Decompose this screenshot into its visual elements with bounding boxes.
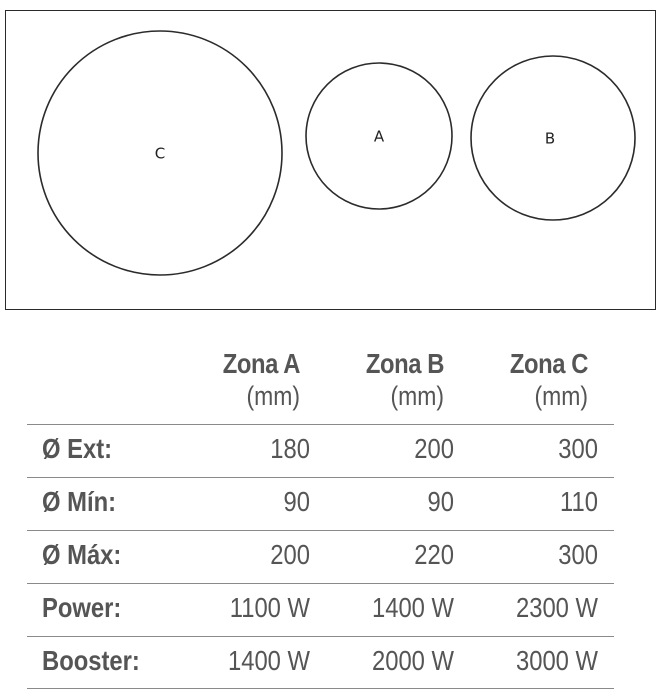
table-cell: 300	[558, 433, 598, 464]
table-cell: 110	[560, 486, 598, 517]
column-unit: (mm)	[534, 381, 588, 411]
table-cell: 3000 W	[515, 645, 598, 676]
table-cell: 180	[270, 433, 310, 464]
cooktop-zones-svg	[6, 11, 657, 311]
table-cell: 300	[558, 539, 598, 570]
table-cell: 2300 W	[515, 592, 598, 623]
hob-diagram	[5, 10, 656, 310]
table-row-ext	[27, 424, 614, 477]
specs-table	[27, 346, 614, 689]
table-row-max	[27, 530, 614, 583]
zone-b-label: B	[544, 129, 556, 148]
zone-a-label: A	[373, 127, 385, 146]
table-cell: 2000 W	[371, 645, 454, 676]
row-label: Ø Máx:	[42, 539, 122, 570]
table-row-power	[27, 583, 614, 636]
table-row-booster	[27, 636, 614, 689]
row-label: Power:	[42, 592, 122, 623]
table-cell: 220	[414, 539, 454, 570]
table-cell: 90	[427, 486, 454, 517]
table-cell: 200	[270, 539, 310, 570]
table-cell: 90	[283, 486, 310, 517]
table-cell: 200	[414, 433, 454, 464]
column-unit: (mm)	[246, 381, 300, 411]
table-row-min	[27, 477, 614, 530]
row-label: Ø Mín:	[42, 486, 117, 517]
table-cell: 1400 W	[371, 592, 454, 623]
column-header-zona-b	[314, 346, 444, 410]
column-name: Zona C	[509, 348, 588, 379]
column-name: Zona B	[365, 348, 444, 379]
column-unit: (mm)	[390, 381, 444, 411]
row-label: Booster:	[42, 645, 140, 676]
column-header-zona-c	[458, 346, 588, 410]
column-name: Zona A	[222, 348, 300, 379]
row-label: Ø Ext:	[42, 433, 113, 464]
table-header-row	[27, 346, 614, 424]
table-cell: 1100 W	[229, 592, 310, 623]
column-header-zona-a	[170, 346, 300, 410]
table-cell: 1400 W	[227, 645, 310, 676]
zone-c-label: C	[154, 144, 166, 163]
